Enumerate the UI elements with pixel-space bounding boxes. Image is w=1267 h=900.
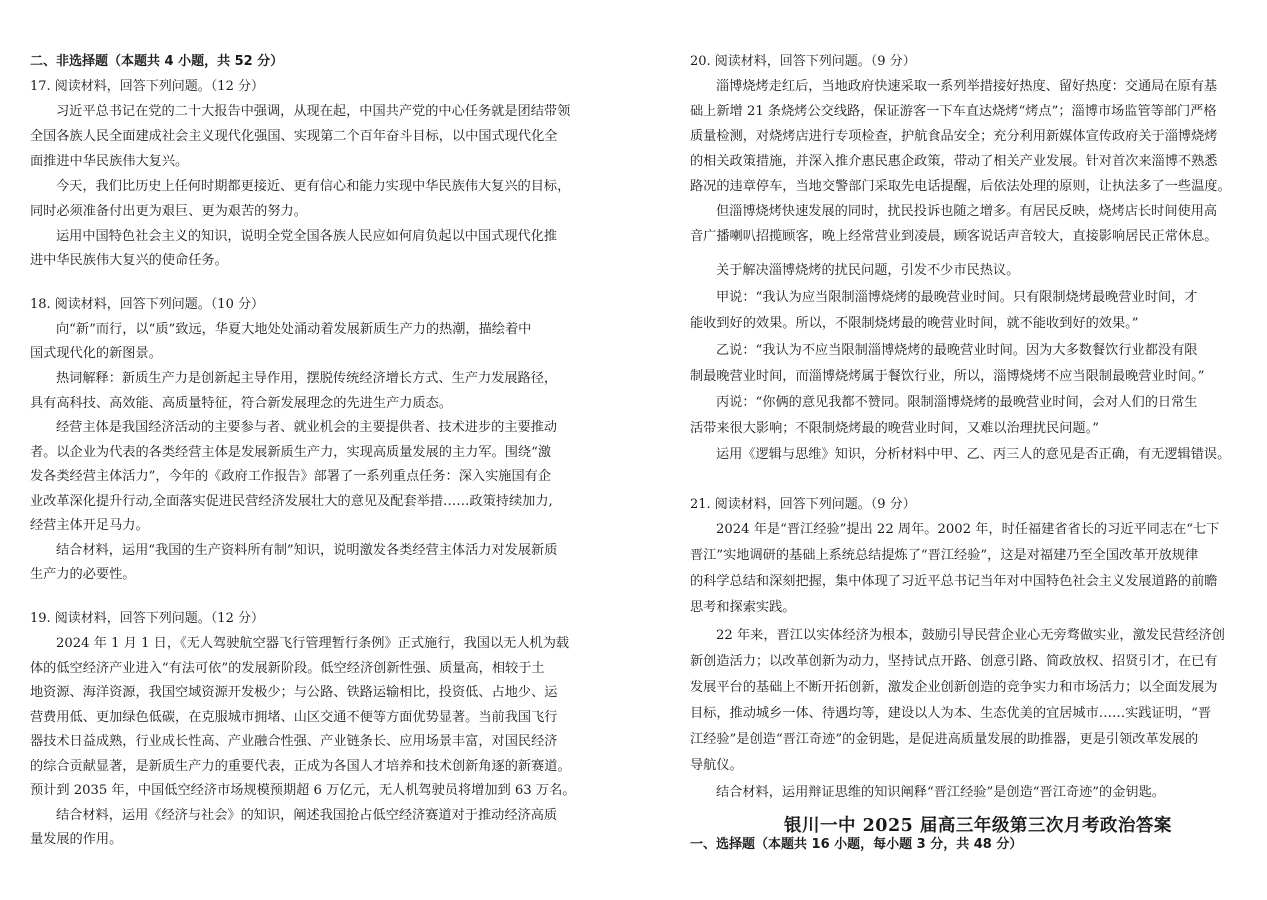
- q17-line: 今天，我们比历史上任何时期都更接近、更有信心和能力实现中华民族伟大复兴的目标，: [56, 179, 571, 194]
- q20-line: 制最晚营业时间，而淄博烧烤属于餐饮行业，所以，淄博烧烤不应当限制最晚营业时间。”: [690, 369, 1205, 384]
- answer-section-header: 一、选择题（本题共 16 小题，每小题 3 分，共 48 分）: [690, 837, 1023, 852]
- q17-line: 习近平总书记在党的二十大报告中强调，从现在起，中国共产党的中心任务就是团结带领: [56, 104, 571, 119]
- q21-line: 发展平台的基础上不断开拓创新，激发企业创新创造的竞争实力和市场活力；以全面发展为: [690, 680, 1218, 695]
- q18-line: 经营主体是我国经济活动的主要参与者、就业机会的主要提供者、技术进步的主要推动: [56, 420, 558, 435]
- q18-line: 具有高科技、高效能、高质量特征，符合新发展理念的先进生产力质态。: [30, 396, 452, 411]
- q19-line: 器技术日益成熟，行业成长性高、产业融合性强、产业链条长、应用场景丰富，对国民经济: [30, 734, 558, 749]
- q18-line: 热词解释：新质生产力是创新起主导作用，摆脱传统经济增长方式、生产力发展路径，: [56, 371, 558, 386]
- section-header: 二、非选择题（本题共 4 小题，共 52 分）: [30, 54, 284, 69]
- q19-line: 营费用低、更加绿色低碳，在克服城市拥堵、山区交通不便等方面优势显著。当前我国飞行: [30, 710, 558, 725]
- q20-line: 础上新增 21 条烧烤公交线路，保证游客一下车直达烧烤“烤点”；淄博市场监管等部门严格: [690, 104, 1217, 119]
- q18-line: 经营主体开足马力。: [30, 518, 149, 533]
- question-17-title: 17. 阅读材料，回答下列问题。（12 分）: [30, 79, 264, 94]
- q20-line: 但淄博烧烤快速发展的同时，扰民投诉也随之增多。有居民反映，烧烤店长时间使用高: [716, 204, 1218, 219]
- q21-line: 22 年来，晋江以实体经济为根本，鼓励引导民营企业心无旁骛做实业，激发民营经济创: [716, 628, 1225, 643]
- q21-line: 新创造活力；以改革创新为动力，坚持试点开路、创意引路、简政放权、招贤引才，在已有: [690, 654, 1218, 669]
- q20-line: 乙说：“我认为不应当限制淄博烧烤的最晚营业时间。因为大多数餐饮行业都没有限: [716, 343, 1198, 358]
- q18-line: 业改革深化提升行动,全面落实促进民营经济发展壮大的意见及配套举措……政策持续加力,: [30, 494, 553, 509]
- q20-line: 路况的违章停车，当地交警部门采取先电话提醒，后依法处理的原则，让执法多了一些温度。: [690, 179, 1231, 194]
- q20-line: 活带来很大影响；不限制烧烤最的晚营业时间，又难以治理扰民问题。”: [690, 421, 1099, 436]
- q18-line: 发各类经营主体活力”，今年的《政府工作报告》部署了一系列重点任务：深入实施国有企: [30, 469, 552, 484]
- q21-line: 江经验”是创造“晋江奇迹”的金钥匙，是促进高质量发展的助推器，更是引领改革发展的: [690, 732, 1199, 747]
- q18-line: 结合材料，运用“我国的生产资料所有制”知识，说明激发各类经营主体活力对发展新质: [56, 543, 558, 558]
- q17-line: 运用中国特色社会主义的知识，说明全党全国各族人民应如何肩负起以中国式现代化推: [56, 229, 558, 244]
- q20-line: 的相关政策措施，并深入推介惠民惠企政策，带动了相关产业发展。针对首次来淄博不熟悉: [690, 154, 1218, 169]
- q21-line: 思考和探索实践。: [690, 600, 796, 615]
- q20-line: 音广播喇叭招揽顾客，晚上经常营业到凌晨，顾客说话声音较大，直接影响居民正常休息。: [690, 229, 1218, 244]
- q20-line: 关于解决淄博烧烤的扰民问题，引发不少市民热议。: [716, 263, 1020, 278]
- q17-line: 面推进中华民族伟大复兴。: [30, 154, 189, 169]
- question-18-title: 18. 阅读材料，回答下列问题。（10 分）: [30, 297, 264, 312]
- q20-line: 淄博烧烤走红后，当地政府快速采取一系列举措接好热度、留好热度：交通局在原有基: [716, 79, 1218, 94]
- q19-line: 2024 年 1 月 1 日，《无人驾驶航空器飞行管理暂行条例》正式施行，我国以无人机为载: [56, 636, 570, 651]
- q21-line: 2024 年是“晋江经验”提出 22 周年。2002 年，时任福建省省长的习近平同志在“七下: [716, 522, 1220, 537]
- q21-line: 晋江”实地调研的基础上系统总结提炼了“晋江经验”，这是对福建乃至全国改革开放规律: [690, 548, 1199, 563]
- q20-line: 运用《逻辑与思维》知识，分析材料中甲、乙、丙三人的意见是否正确，有无逻辑错误。: [716, 447, 1231, 462]
- q19-line: 地资源、海洋资源，我国空域资源开发极少；与公路、铁路运输相比，投资低、占地少、运: [30, 685, 558, 700]
- question-20-title: 20. 阅读材料，回答下列问题。（9 分）: [690, 54, 916, 69]
- q18-line: 向“新”而行，以“质”致远，华夏大地处处涌动着发展新质生产力的热潮，描绘着中: [56, 322, 532, 337]
- question-19-title: 19. 阅读材料，回答下列问题。（12 分）: [30, 611, 264, 626]
- q19-line: 量发展的作用。: [30, 832, 123, 847]
- q19-line: 的综合贡献显著，是新质生产力的重要代表，正成为各国人才培养和技术创新角逐的新赛道。: [30, 759, 571, 774]
- q19-line: 预计到 2035 年，中国低空经济市场规模预期超 6 万亿元，无人机驾驶员将增加到 63 万名。: [30, 783, 576, 798]
- q21-line: 导航仪。: [690, 758, 743, 773]
- q18-line: 者。以企业为代表的各类经营主体是发展新质生产力，实现高质量发展的主力军。围绕“激: [30, 445, 552, 460]
- question-21-title: 21. 阅读材料，回答下列问题。（9 分）: [690, 497, 916, 512]
- q19-line: 体的低空经济产业进入“有法可依”的发展新阶段。低空经济创新性强、质量高，相较于土: [30, 661, 545, 676]
- answer-title: 银川一中 2025 届高三年级第三次月考政治答案: [784, 816, 1172, 836]
- q21-line: 目标，推动城乡一体、待遇均等，建设以人为本、生态优美的宜居城市……实践证明，“晋: [690, 706, 1212, 721]
- q18-line: 国式现代化的新图景。: [30, 346, 162, 361]
- q19-line: 结合材料，运用《经济与社会》的知识，阐述我国抢占低空经济赛道对于推动经济高质: [56, 808, 558, 823]
- q20-line: 能收到好的效果。所以，不限制烧烤最的晚营业时间，就不能收到好的效果。”: [690, 316, 1139, 331]
- q20-line: 质量检测，对烧烤店进行专项检查，护航食品安全；充分利用新媒体宣传政府关于淄博烧烤: [690, 129, 1218, 144]
- q18-line: 生产力的必要性。: [30, 567, 136, 582]
- q21-line: 结合材料，运用辩证思维的知识阐释“晋江经验”是创造“晋江奇迹”的金钥匙。: [716, 785, 1165, 800]
- q17-line: 同时必须准备付出更为艰巨、更为艰苦的努力。: [30, 204, 307, 219]
- q20-line: 丙说：“你俩的意见我都不赞同。限制淄博烧烤的最晚营业时间，会对人们的日常生: [716, 395, 1198, 410]
- q17-line: 进中华民族伟大复兴的使命任务。: [30, 253, 228, 268]
- q20-line: 甲说：“我认为应当限制淄博烧烤的最晚营业时间。只有限制烧烤最晚营业时间，才: [716, 290, 1198, 305]
- q17-line: 全国各族人民全面建成社会主义现代化强国、实现第二个百年奋斗目标，以中国式现代化全: [30, 129, 558, 144]
- q21-line: 的科学总结和深刻把握，集中体现了习近平总书记当年对中国特色社会主义发展道路的前瞻: [690, 574, 1218, 589]
